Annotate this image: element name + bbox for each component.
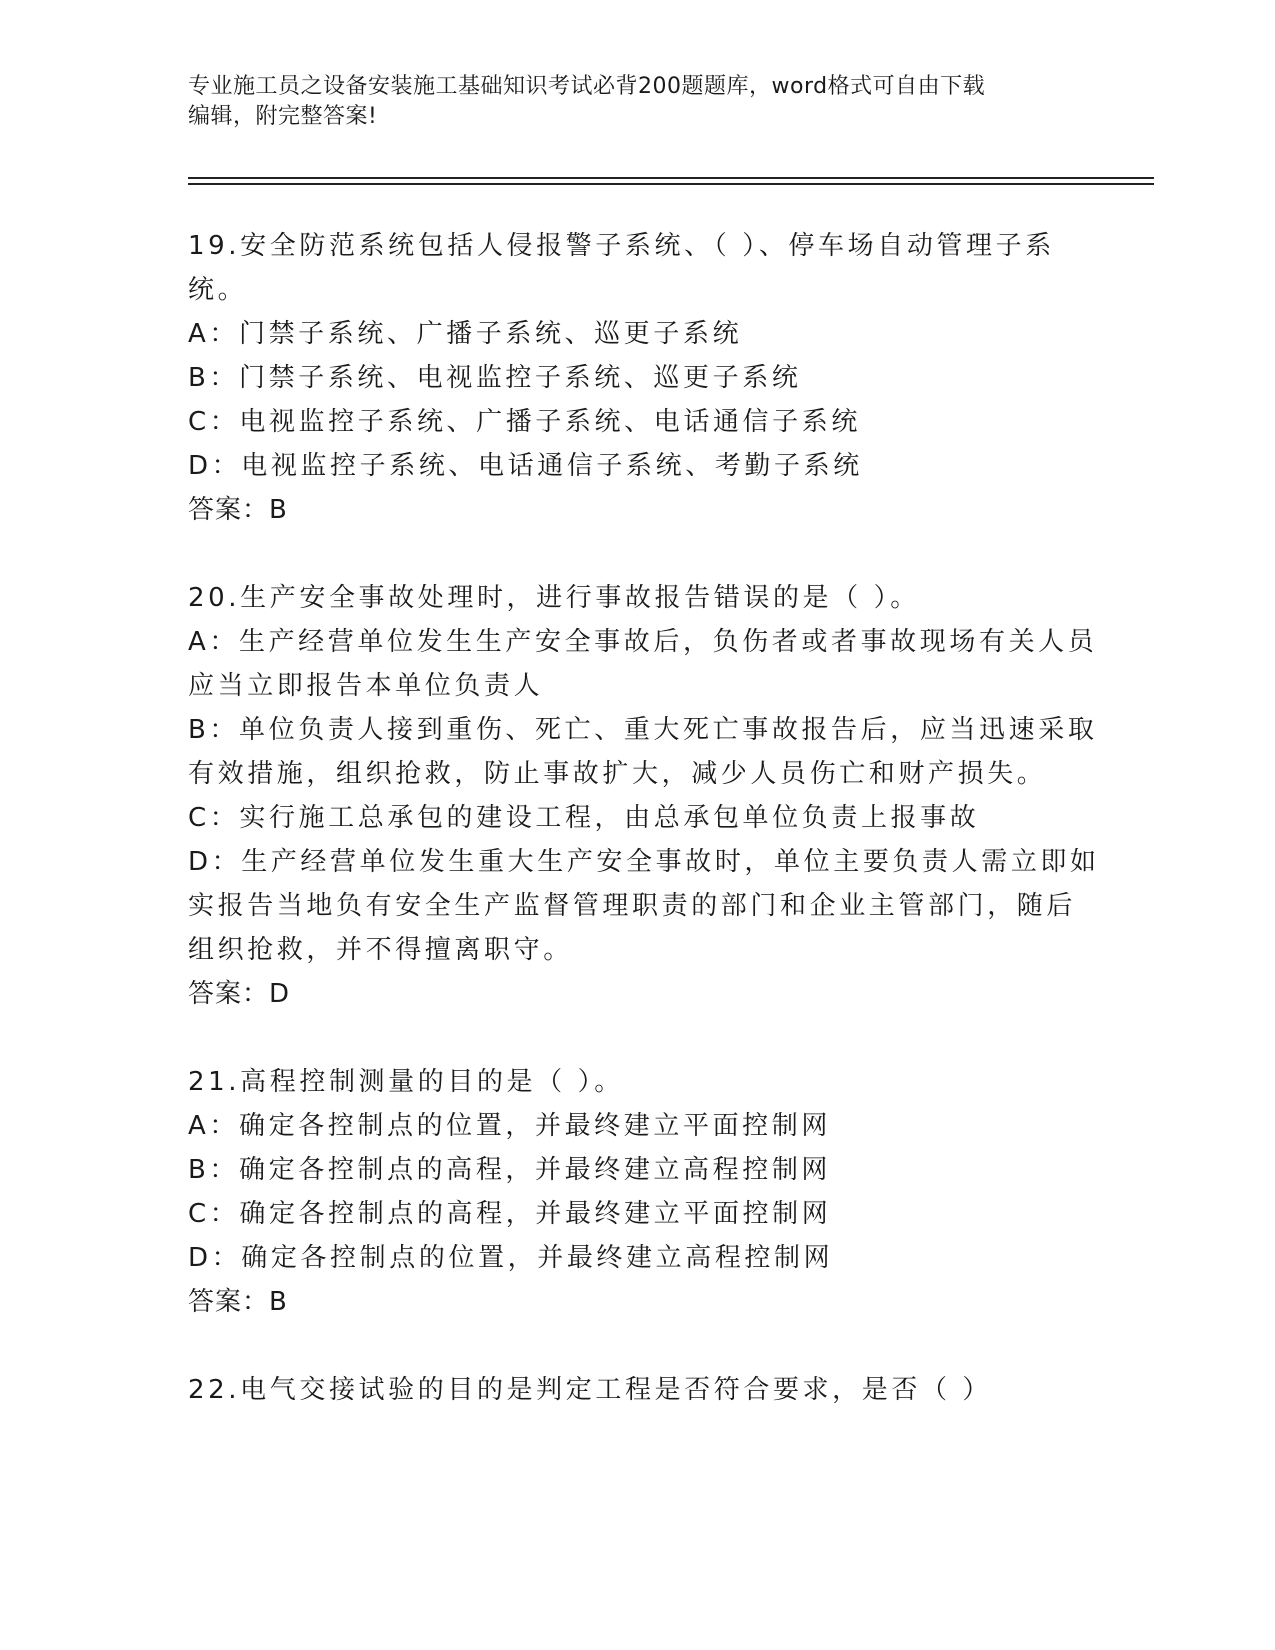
question-19-option-b: B：门禁子系统、电视监控子系统、巡更子系统 bbox=[188, 363, 802, 393]
question-19-option-c: C：电视监控子系统、广播子系统、电话通信子系统 bbox=[188, 407, 861, 437]
question-20-option-b-line-2: 有效措施，组织抢救，防止事故扩大，减少人员伤亡和财产损失。 bbox=[188, 759, 1047, 789]
question-20-answer: 答案：D bbox=[188, 979, 291, 1009]
header-divider-bottom bbox=[188, 183, 1154, 185]
question-20-option-d-line-1: D：生产经营单位发生重大生产安全事故时，单位主要负责人需立即如 bbox=[188, 847, 1100, 877]
question-21-option-d: D：确定各控制点的位置，并最终建立高程控制网 bbox=[188, 1243, 834, 1273]
question-19-stem-line-1: 19.安全防范系统包括人侵报警子系统、（ ）、停车场自动管理子系 bbox=[188, 231, 1055, 261]
question-20-option-d-line-2: 实报告当地负有安全生产监督管理职责的部门和企业主管部门，随后 bbox=[188, 891, 1077, 921]
header-title-line-1: 专业施工员之设备安装施工基础知识考试必背200题题库，word格式可自由下载 bbox=[188, 74, 986, 99]
question-20-stem: 20.生产安全事故处理时，进行事故报告错误的是（ ）。 bbox=[188, 583, 920, 613]
question-21-answer: 答案：B bbox=[188, 1287, 288, 1317]
question-20-option-d-line-3: 组织抢救，并不得擅离职守。 bbox=[188, 935, 573, 965]
question-21-option-a: A：确定各控制点的位置，并最终建立平面控制网 bbox=[188, 1111, 831, 1141]
question-19-stem-line-2: 统。 bbox=[188, 275, 248, 305]
document-header bbox=[188, 72, 1068, 132]
header-title-line-2: 编辑，附完整答案! bbox=[188, 104, 378, 129]
question-21-option-b: B：确定各控制点的高程，并最终建立高程控制网 bbox=[188, 1155, 832, 1185]
question-21-option-c: C：确定各控制点的高程，并最终建立平面控制网 bbox=[188, 1199, 832, 1229]
question-21-stem: 21.高程控制测量的目的是（ ）。 bbox=[188, 1067, 624, 1097]
header-divider-top bbox=[188, 177, 1154, 179]
question-20-option-a-line-1: A：生产经营单位发生生产安全事故后，负伤者或者事故现场有关人员 bbox=[188, 627, 1098, 657]
question-22-stem: 22.电气交接试验的目的是判定工程是否符合要求，是否（ ） bbox=[188, 1375, 993, 1405]
question-20-option-b-line-1: B：单位负责人接到重伤、死亡、重大死亡事故报告后，应当迅速采取 bbox=[188, 715, 1098, 745]
question-19-option-d: D：电视监控子系统、电话通信子系统、考勤子系统 bbox=[188, 451, 863, 481]
question-20-option-a-line-2: 应当立即报告本单位负责人 bbox=[188, 671, 544, 701]
question-20-option-c: C：实行施工总承包的建设工程，由总承包单位负责上报事故 bbox=[188, 803, 980, 833]
question-19-option-a: A：门禁子系统、广播子系统、巡更子系统 bbox=[188, 319, 743, 349]
question-19-answer: 答案：B bbox=[188, 495, 288, 525]
